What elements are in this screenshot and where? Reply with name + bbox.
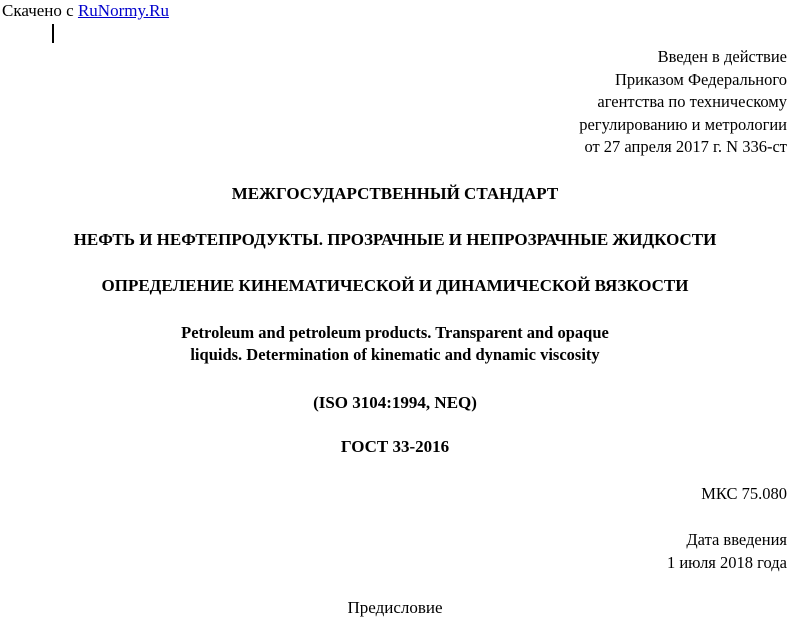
iso-reference: (ISO 3104:1994, NEQ) <box>313 393 477 412</box>
title-en <box>0 322 790 366</box>
title-ru-line-2: ОПРЕДЕЛЕНИЕ КИНЕМАТИЧЕСКОЙ И ДИНАМИЧЕСКОЙ ВЯЗКОСТИ <box>101 276 689 295</box>
introduction-date-block <box>667 528 787 574</box>
download-source-line <box>2 0 169 22</box>
title-en-line-1: Petroleum and petroleum products. Transparent and opaque <box>181 323 609 342</box>
enactment-block <box>579 46 787 159</box>
preface-heading: Предисловие <box>347 598 443 617</box>
text-cursor <box>52 24 54 43</box>
enactment-line-1: Введен в действие <box>657 47 787 66</box>
title-ru-line-1: НЕФТЬ И НЕФТЕПРОДУКТЫ. ПРОЗРАЧНЫЕ И НЕПРОЗРАЧНЫЕ ЖИДКОСТИ <box>73 230 717 249</box>
introduction-date-value: 1 июля 2018 года <box>666 553 787 572</box>
enactment-line-4: регулированию и метрологии <box>579 114 787 134</box>
mks-code: МКС 75.080 <box>701 484 787 503</box>
title-en-line-2: liquids. Determination of kinematic and dynamic viscosity <box>190 345 600 364</box>
standard-type-heading: МЕЖГОСУДАРСТВЕННЫЙ СТАНДАРТ <box>231 184 559 203</box>
enactment-line-2: Приказом Федерального <box>614 69 787 89</box>
download-prefix: Скачено с <box>2 1 78 20</box>
enactment-line-3: агентства по техническому <box>597 92 787 111</box>
enactment-line-5: от 27 апреля 2017 г. N 336-ст <box>584 137 787 156</box>
introduction-date-label: Дата введения <box>686 530 787 549</box>
gost-number: ГОСТ 33-2016 <box>340 437 450 456</box>
runormy-link[interactable]: RuNormy.Ru <box>77 1 169 20</box>
